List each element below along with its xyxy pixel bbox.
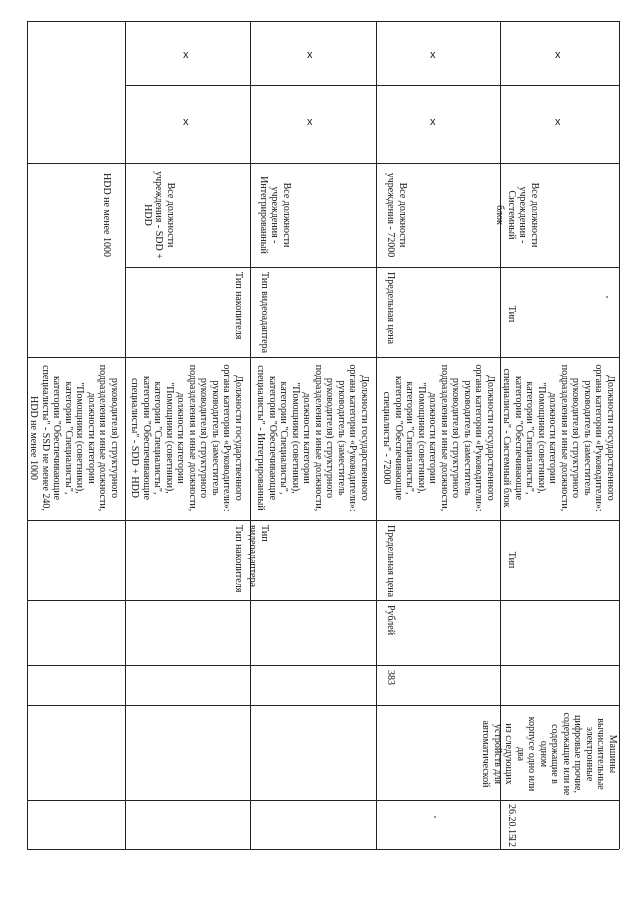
row5-x-mark-1: х [555, 116, 561, 128]
row3-x-mark-1: х [307, 116, 313, 128]
row2-first-value: Должности государственного органа категории «Руководители»: руководитель (заместитель руководителя) структурного подразделения и иные должности, должности категории "Помощники (советники), категории "Специалисты", категории "Обеспечивающие специалисты" - SDD + HDD [129, 364, 244, 512]
row3-second-value: Все должности учреждения - Интегрированный [258, 176, 292, 254]
row4-second-value: Все должности учреждения - 72000 [385, 172, 408, 258]
row4-x-mark-1: х [430, 116, 436, 128]
row5-characteristic: Тип [506, 551, 517, 569]
row2-x-mark-1: х [183, 116, 189, 128]
row3-first-value: Должности государственного органа категории «Руководители»: руководитель (заместитель руководителя) структурного подразделения и иные должности, должности категории "Помощники (советники), категории "Специалисты", категории "Обеспечивающие специалисты" - Интегрированный [255, 364, 370, 512]
row2-characteristic-2: Тип накопителя [233, 272, 244, 340]
row4-code: 383 [385, 670, 396, 685]
row3-characteristic-2: Тип видеоадаптера [259, 272, 270, 354]
scan-speck [606, 296, 608, 298]
row5-characteristic-2: Тип [506, 305, 517, 323]
row5-number: 12 [506, 837, 517, 847]
row3-x-mark-2: х [307, 49, 313, 61]
row1-first-value: руководителя) структурного подразделения и иные должности, должности категории "Помощники (советники), категории "Специалисты", категории "Обеспечивающие специалисты" - SSD не менее 240, HDD не менее 1000 [28, 364, 120, 512]
row4-characteristic-2: Предельная цена [385, 272, 396, 345]
row5-okpd-code: 26.20.15 [506, 804, 517, 839]
row4-unit: Рублей [385, 605, 396, 636]
row4-x-mark-2: х [430, 49, 436, 61]
row5-item-name: Машины вычислительные электронные цифровые прочие, содержащие или не содержащие в одном корпусе одно или два из следующих устройств для автоматической [480, 712, 618, 796]
row5-first-value: Должности государственного органа категории «Руководители»: руководитель (заместитель руководителя) структурного подразделения и иные должности, должности категории "Помощники (советники), категории "Специалисты", категории "Обеспечивающие специалисты" - Системный блок [501, 364, 616, 512]
row4-characteristic: Предельная цена [385, 525, 396, 598]
row1-second-value: HDD не менее 1000 [101, 173, 112, 257]
row5-x-mark-2: х [555, 49, 561, 61]
row2-characteristic: Тип накопителя [233, 525, 244, 593]
scan-speck [434, 816, 436, 818]
row4-first-value: Должности государственного органа категории «Руководители»: руководитель (заместитель руководителя) структурного подразделения и иные должности, должности категории "Помощники (советники), категории "Специалисты", категории "Обеспечивающие специалисты" - 72000 [381, 364, 496, 512]
row3-characteristic: Тип видеоадаптера [247, 525, 270, 588]
row2-x-mark-2: х [183, 49, 189, 61]
row5-second-value: Все должности учреждения - Системный блок [494, 182, 540, 248]
row2-second-value: Все должности учреждения - SDD + HDD [142, 171, 176, 259]
